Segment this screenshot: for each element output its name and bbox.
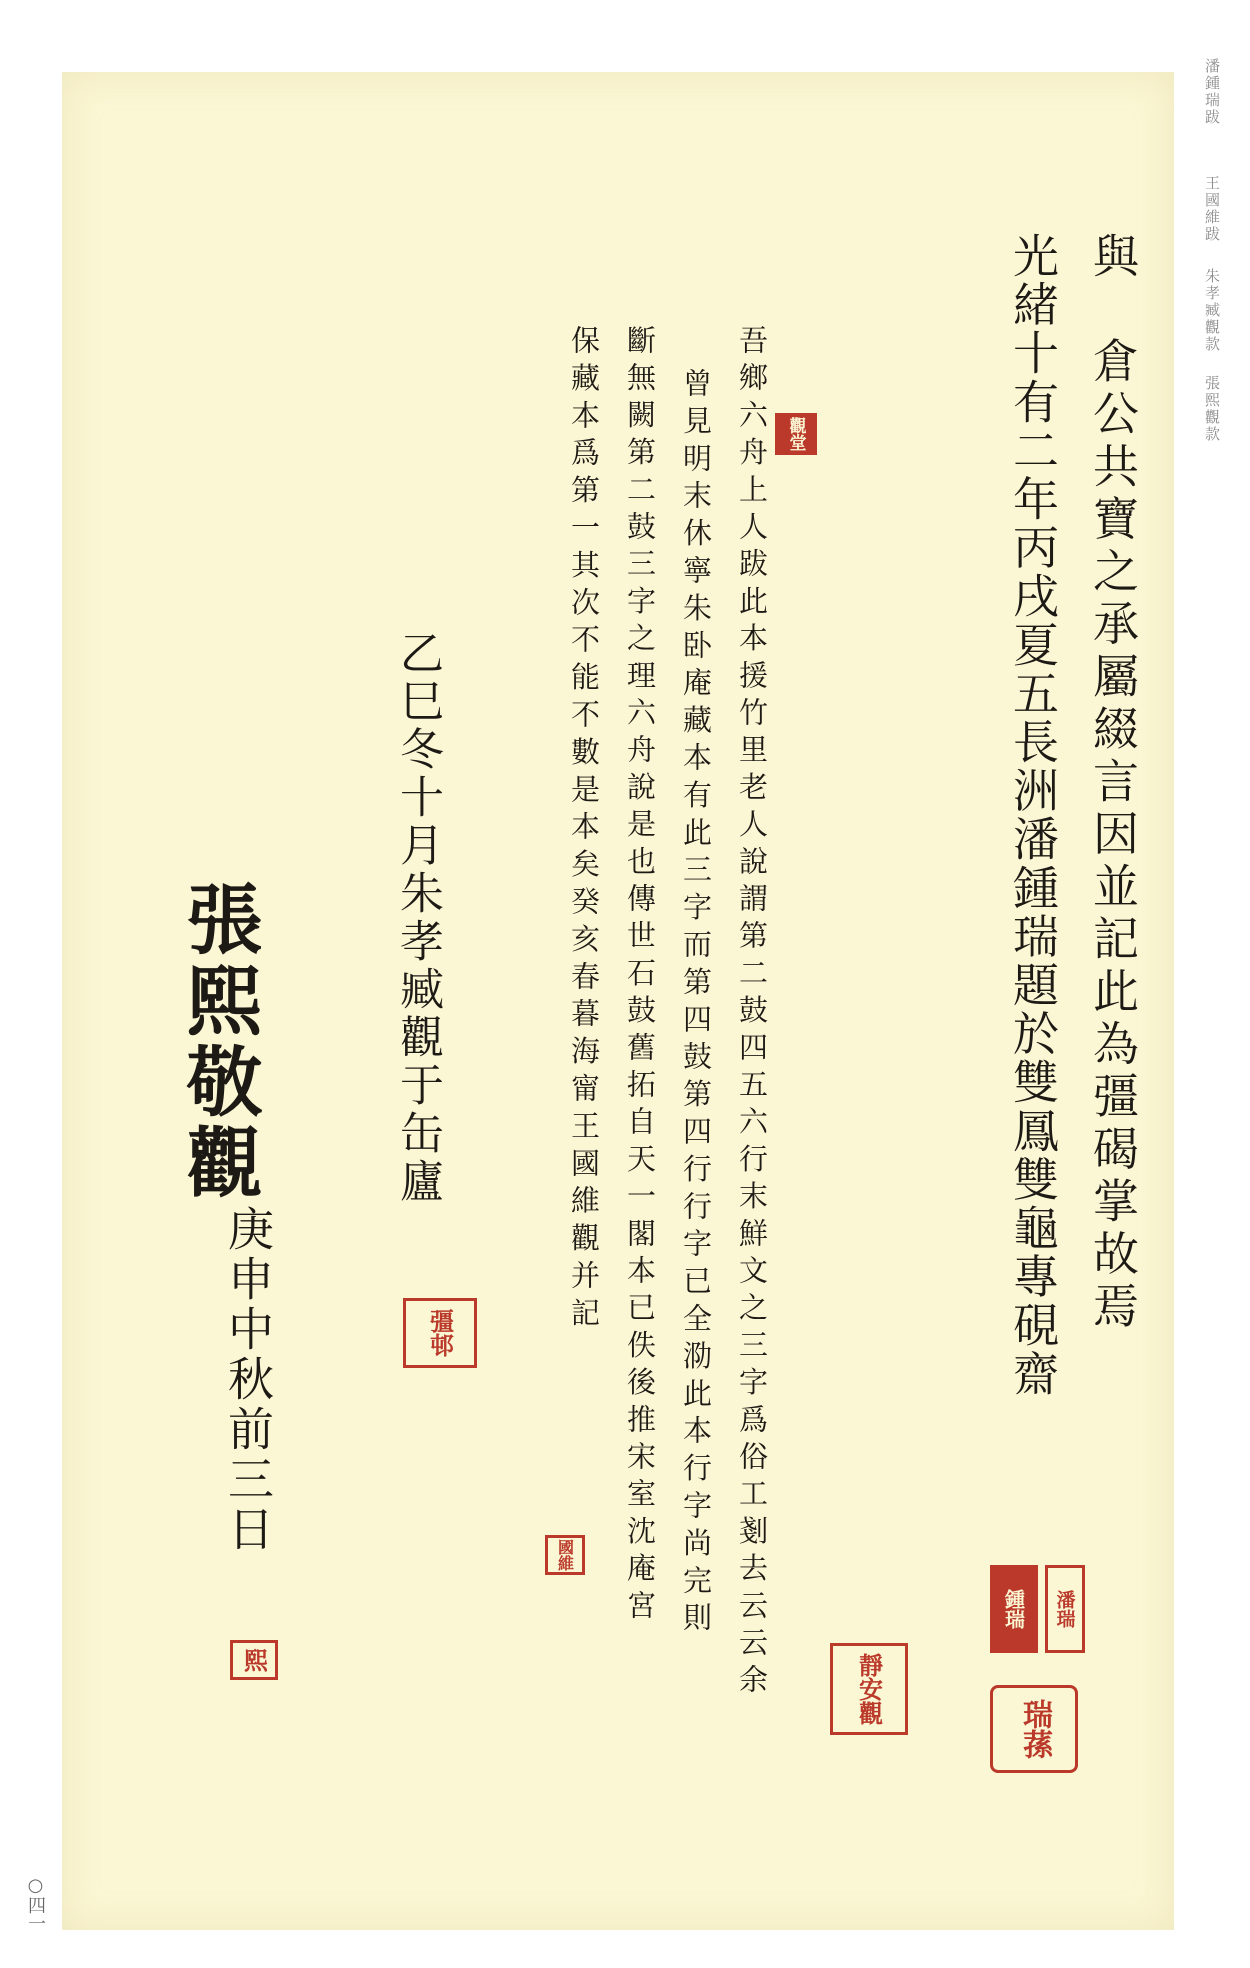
wang-colophon-line-1: 吾鄉六舟上人跋此本援竹里老人說謂第二鼓四五六行末鮮文之三字爲俗工剗去云云余 xyxy=(735,325,769,1702)
margin-caption-pan: 潘鍾瑞跋 xyxy=(1203,58,1221,126)
zhang-date-inscription: 庚申中秋前三日 xyxy=(221,1205,275,1555)
wang-colophon-line-2: 曾見明末休寧朱卧庵藏本有此三字而第四鼓第四行行字已全泐此本行字尚完則 xyxy=(679,368,713,1640)
wang-seal-bottom: 國維 xyxy=(545,1535,585,1575)
wang-colophon-line-3: 斷無闕第二鼓三字之理六舟說是也傳世石鼓舊拓自天一閣本已佚後推宋室沈庵宮 xyxy=(623,325,657,1627)
pan-colophon-line-2: 光緒十有二年丙戌夏五長洲潘鍾瑞題於雙鳳雙龜專硯齋 xyxy=(1006,232,1060,1399)
margin-caption-wang: 王國維跋 xyxy=(1203,175,1221,243)
wang-colophon-line-4: 保藏本爲第一其次不能不數是本矣癸亥春暮海甯王國維觀并記 xyxy=(567,325,601,1335)
pan-seal-a: 潘瑞 xyxy=(1045,1565,1085,1653)
margin-caption-zhang: 張熙觀款 xyxy=(1203,375,1221,443)
zhang-main-inscription: 張熙敬觀 xyxy=(174,880,263,1204)
wang-square-seal: 靜安觀 xyxy=(830,1643,908,1735)
pan-large-seal: 瑞蓀 xyxy=(990,1685,1078,1773)
pan-colophon-line-1: 與 倉公共寶之承屬綴言因並記此為彊碣掌故焉 xyxy=(1086,232,1140,1335)
pan-seal-b: 鍾瑞 xyxy=(990,1565,1038,1653)
wang-seal-top: 觀堂 xyxy=(775,413,817,455)
zhang-seal: 熙 xyxy=(230,1640,278,1680)
margin-caption-zhu: 朱孝臧觀款 xyxy=(1203,268,1221,353)
zhu-seal: 彊邨 xyxy=(403,1298,477,1368)
zhu-inscription: 乙巳冬十月朱孝臧觀于缶廬 xyxy=(392,630,443,1206)
page-number: ○四一 xyxy=(25,1875,46,1932)
